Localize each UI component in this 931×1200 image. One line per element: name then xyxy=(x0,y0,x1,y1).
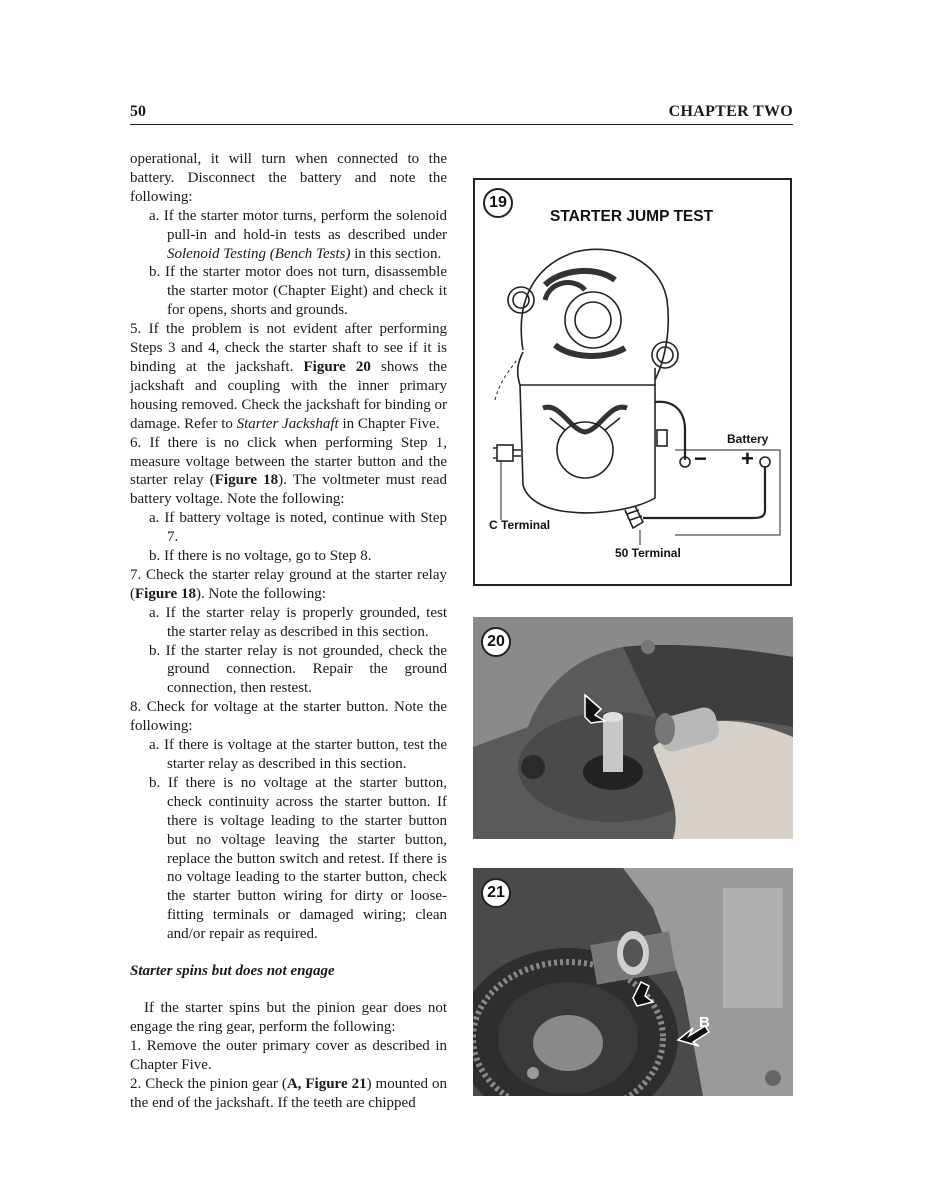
figure-21-number: 21 xyxy=(481,878,511,908)
50-terminal-label: 50 Terminal xyxy=(615,546,681,560)
item-text: If the starter motor does not turn, disassemble the starter motor (Chapter Eight) and check it for opens, shorts and grounds. xyxy=(165,264,448,319)
list-marker: b. xyxy=(149,548,161,565)
list-item xyxy=(130,736,447,774)
callout-b-label: B xyxy=(699,1014,710,1031)
figure-20-photo xyxy=(473,617,793,839)
figure-20-number: 20 xyxy=(481,627,511,657)
item-text: If there is no voltage, go to Step 8. xyxy=(164,548,372,565)
list-item xyxy=(130,547,447,566)
left-column xyxy=(130,150,447,1112)
battery-label: Battery xyxy=(727,432,769,446)
step-8: 8. Check for voltage at the starter button. Note the following: xyxy=(130,699,447,735)
step-text: ). The voltmeter must read battery voltage. Note the following: xyxy=(130,472,448,508)
item-text: If there is voltage at the starter button, test the starter relay as described in this section. xyxy=(163,737,447,772)
battery-negative-label: − xyxy=(694,446,707,471)
cross-reference: Starter Jackshaft xyxy=(236,415,339,432)
pinion-gear-photo-illustration xyxy=(473,868,793,1096)
step-text: shows the jackshaft and coupling with the inner primary housing removed. Check the jackshaft for binding or damage. Refer to xyxy=(130,358,447,432)
figure-reference: Figure 18 xyxy=(135,585,196,602)
figure-reference: A, Figure 21 xyxy=(286,1075,367,1092)
list-marker: b. xyxy=(149,774,161,791)
step-text: 2. Check the pinion gear ( xyxy=(130,1075,287,1092)
spacer xyxy=(130,981,447,999)
list-item xyxy=(130,509,447,547)
list-item xyxy=(130,774,447,944)
step-text: 6. If there is no click when performing Step 1, measure voltage between the starter button and the starter relay ( xyxy=(130,434,447,489)
step-text: 7. Check the starter relay ground at the starter relay ( xyxy=(130,566,447,602)
figure-19-diagram xyxy=(473,178,792,586)
list-marker: a. xyxy=(149,604,160,621)
list-item xyxy=(130,263,447,320)
list-item xyxy=(130,604,447,642)
step-5 xyxy=(130,320,447,433)
jackshaft-photo-illustration xyxy=(473,617,793,839)
step-1: 1. Remove the outer primary cover as described in Chapter Five. xyxy=(130,1037,447,1073)
item-text: If the starter relay is properly grounded, test the starter relay as described in this section. xyxy=(165,604,447,640)
paragraph-engage: If the starter spins but the pinion gear does not engage the ring gear, perform the following: xyxy=(130,999,447,1035)
figure-reference: Figure 18 xyxy=(214,472,279,489)
section-subheading: Starter spins but does not engage xyxy=(130,963,335,980)
cross-reference: Solenoid Testing (Bench Tests) xyxy=(167,245,351,262)
step-2 xyxy=(130,1075,447,1113)
list-marker: a. xyxy=(149,737,160,754)
page-number: 50 xyxy=(130,103,146,120)
spacer xyxy=(130,944,447,962)
step-text: ). Note the following: xyxy=(195,585,326,602)
battery-positive-label: + xyxy=(741,446,754,471)
list-marker: a. xyxy=(149,510,160,527)
step-text: 5. If the problem is not evident after performing Steps 3 and 4, check the starter shaft to see if it is binding at the jackshaft. xyxy=(130,321,447,375)
list-marker: b. xyxy=(149,642,161,659)
figure-19-number: 19 xyxy=(483,188,513,218)
step-text: ) mounted on the end of the jackshaft. If the teeth are chipped xyxy=(130,1075,447,1111)
list-marker: b. xyxy=(149,264,161,281)
list-marker: a. xyxy=(149,207,160,224)
item-text: If battery voltage is noted, continue with Step 7. xyxy=(164,510,447,546)
c-terminal-label: C Terminal xyxy=(489,518,551,532)
list-item xyxy=(130,207,447,264)
item-text: If the starter motor turns, perform the solenoid pull-in and hold-in tests as described under xyxy=(163,207,447,243)
figure-21-photo xyxy=(473,868,793,1096)
paragraph-intro: operational, it will turn when connected to the battery. Disconnect the battery and note the following: xyxy=(130,151,447,205)
step-6 xyxy=(130,434,447,510)
item-text: If there is no voltage at the starter button, check continuity across the starter button. If there is voltage leading to the starter button but no voltage leaving the starter button, replace the button switch and retest. If there is no voltage leading to the starter button, check the starter button wiring for dirty or loose-fitting terminals or damaged wiring; clean and/or repair as required. xyxy=(167,774,447,943)
figure-reference: Figure 20 xyxy=(303,358,371,375)
header-rule xyxy=(130,124,793,125)
figure-19-title: STARTER JUMP TEST xyxy=(550,208,714,225)
item-text: in this section. xyxy=(350,245,442,262)
chapter-title: CHAPTER TWO xyxy=(668,103,793,120)
list-item xyxy=(130,642,447,699)
step-7 xyxy=(130,566,447,604)
item-text: If the starter relay is not grounded, check the ground connection. Repair the ground connection, then restest. xyxy=(165,642,447,697)
step-text: in Chapter Five. xyxy=(338,415,440,432)
